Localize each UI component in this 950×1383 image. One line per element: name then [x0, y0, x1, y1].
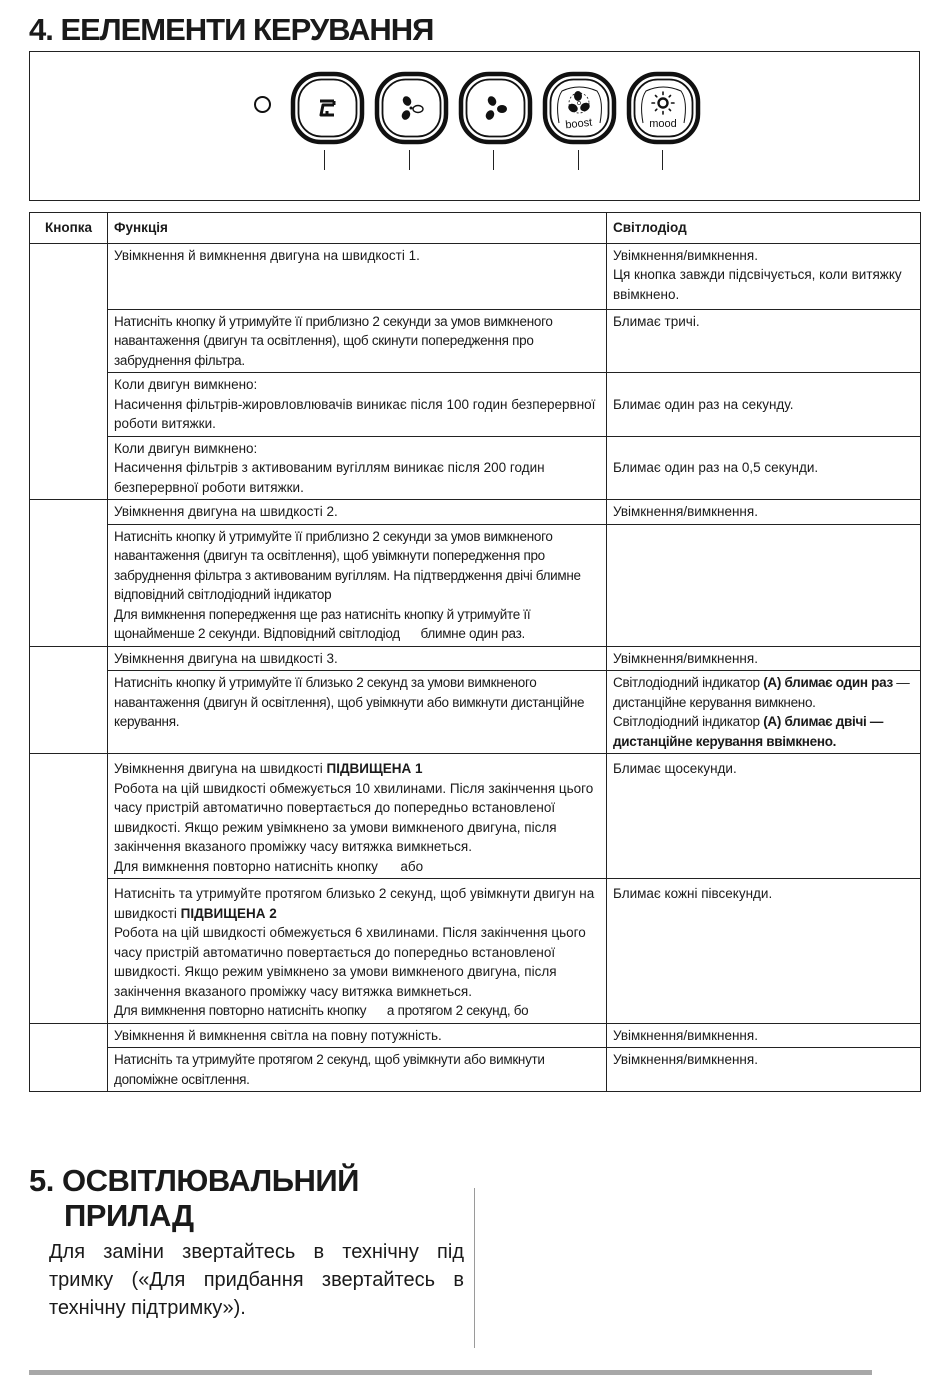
function-cell: Увімкнення двигуна на швидкості 3.: [108, 646, 607, 671]
function-cell: Натисніть та утримуйте протягом 2 секунд, щоб увімкнути або вимкнути допоміжне освітлення.: [108, 1048, 607, 1092]
table-row: [30, 1048, 921, 1092]
section-5-title-line-1: 5. ОСВІТЛЮВАЛЬНИЙ: [29, 1163, 359, 1198]
boost-label: boost: [564, 116, 593, 132]
speed-2-button: [458, 71, 533, 145]
mood-label: mood: [649, 118, 677, 130]
header-function: Функція: [108, 213, 607, 244]
led-cell: Блимає кожні півсекунди.: [607, 879, 921, 1024]
function-cell: [108, 524, 607, 646]
function-cell: [108, 754, 607, 879]
table-row: [30, 646, 921, 671]
led-text: Увімкнення/вимкнення.: [613, 247, 758, 263]
function-cell: Увімкнення двигуна на швидкості 2.: [108, 500, 607, 525]
function-cell: Увімкнення й вимкнення двигуна на швидкості 1.: [108, 243, 607, 309]
filter-button: [290, 71, 365, 145]
function-cell: Натисніть кнопку й утримуйте її близько 2 секунд за умови вимкненого навантаження (двигун й освітлення), щоб увімкнути або вимкнути дистанційне керування.: [108, 671, 607, 754]
function-text-bold: ПІДВИЩЕНА 2: [180, 905, 277, 921]
table-row: [30, 309, 921, 373]
column-divider: [474, 1188, 475, 1348]
led-cell: Увімкнення/вимкнення.: [607, 646, 921, 671]
led-cell: [607, 243, 921, 309]
callout-line: [662, 150, 663, 170]
led-text: Світлодіодний індикатор: [613, 714, 764, 729]
led-text: Світлодіодний індикатор: [613, 675, 764, 690]
table-row: [30, 436, 921, 500]
led-text: Ця кнопка завжди підсвічується, коли витяжку ввімкнено.: [613, 267, 902, 302]
table-row: [30, 524, 921, 646]
callout-line: [324, 150, 325, 170]
button-cell: [30, 646, 108, 754]
header-button: Кнопка: [30, 213, 108, 244]
led-cell: Увімкнення/вимкнення.: [607, 500, 921, 525]
led-text-bold: (А) блимає двічі — дистанційне керування ввімкнено.: [613, 714, 884, 749]
function-text: Робота на цій швидкості обмежується 10 хвилинами. Після закінчення цього часу пристрій автоматично повертається до попередньо встановленої швидкості. Якщо режим увімкнено за умови вимкненого двигуна, після закінчення вказаного проміжку часу витяжка вимкнеться.: [114, 780, 594, 854]
function-cell: Увімкнення й вимкнення світла на повну потужність.: [108, 1023, 607, 1048]
button-cell: [30, 243, 108, 500]
led-cell: Блимає один раз на 0,5 секунди.: [607, 436, 921, 500]
button-cell: [30, 754, 108, 1024]
header-led: Світлодіод: [607, 213, 921, 244]
led-cell: Увімкнення/вимкнення.: [607, 1048, 921, 1092]
table-row: [30, 1023, 921, 1048]
function-text: Робота на цій швидкості обмежується 6 хвилинами. Після закінчення цього часу пристрій автоматично повертається до попередньо встановленої швидкості. Якщо режим увімкнено за умови вимкненого двигуна, після закінчення вказаного проміжку часу витяжка вимкнеться.: [114, 925, 586, 999]
led-text-bold: (А) блимає один раз: [763, 675, 893, 690]
mood-button: [626, 71, 701, 145]
function-text: Насичення фільтрів з активованим вугіллям виникає після 200 годин безперервної роботи витяжки.: [114, 460, 545, 495]
section-5-title-line-2: ПРИЛАД: [64, 1198, 194, 1233]
button-cell: [30, 1023, 108, 1092]
section-5-text: Для заміни звертайтесь в технічну під тримку («Для придбання звертайтесь в технічну підтримку»).: [49, 1241, 464, 1319]
table-row: [30, 500, 921, 525]
light-mood-icon: [626, 71, 701, 145]
led-cell: [607, 671, 921, 754]
led-cell: Блимає щосекунди.: [607, 754, 921, 879]
callout-line: [493, 150, 494, 170]
led-indicator-a: [254, 96, 271, 113]
section-5-title: [29, 1163, 359, 1233]
fan-speed-1-icon: [374, 71, 449, 145]
function-text: Для вимкнення повторно натисніть кнопку а протягом 2 секунд, бо: [114, 1003, 529, 1018]
led-cell: [607, 524, 921, 646]
function-cell: Натисніть кнопку й утримуйте її приблизно 2 секунди за умов вимкненого навантаження (двигун та освітлення), щоб скинути попередження про забруднення фільтра.: [108, 309, 607, 373]
function-text: Для вимкнення повторно натисніть кнопку або: [114, 858, 424, 874]
led-text: — дистанційне керування вимкнено.: [613, 675, 910, 710]
fan-boost-icon: [542, 71, 617, 145]
function-cell: [108, 373, 607, 437]
table-header-row: [30, 213, 921, 244]
function-text: Насичення фільтрів-жировловлювачів виникає після 100 годин безперервної роботи витяжки.: [114, 396, 596, 431]
function-cell: [108, 879, 607, 1024]
table-row: [30, 373, 921, 437]
footer-bar: [29, 1370, 872, 1375]
controls-table: [29, 212, 921, 1092]
table-row: [30, 671, 921, 754]
led-cell: Увімкнення/вимкнення.: [607, 1023, 921, 1048]
function-text-bold: ПІДВИЩЕНА 1: [326, 761, 423, 776]
callout-line: [578, 150, 579, 170]
function-text: Натисніть кнопку й утримуйте її приблизно 2 секунди за умов вимкненого навантаження (двигун та освітлення), щоб увімкнути попередження про забруднення фільтра з активованим вугіллям. На підтвердження двічі блимне відповідний світлодіодний індикатор: [114, 528, 581, 602]
table-row: [30, 754, 921, 879]
function-text: Коли двигун вимкнено:: [114, 377, 258, 392]
function-text: Увімкнення двигуна на швидкості: [114, 761, 327, 776]
function-text: Натисніть та утримуйте протягом близько 2 секунд, щоб увімкнути двигун на швидкості: [114, 886, 595, 921]
table-row: [30, 879, 921, 1024]
boost-button: [542, 71, 617, 145]
callout-line: [409, 150, 410, 170]
function-text: Коли двигун вимкнено:: [114, 440, 258, 456]
fan-speed-2-icon: [458, 71, 533, 145]
function-text: Для вимкнення попередження ще раз натисніть кнопку й утримуйте її щонайменше 2 секунди. Відповідний світлодіод блимне один раз.: [114, 606, 534, 641]
led-cell: Блимає тричі.: [607, 309, 921, 373]
filter-reset-icon: [290, 71, 365, 145]
table-row: [30, 243, 921, 309]
function-cell: [108, 436, 607, 500]
led-cell: Блимає один раз на секунду.: [607, 373, 921, 437]
button-cell: [30, 500, 108, 647]
speed-1-button: [374, 71, 449, 145]
section-4-title: 4. ЕЕЛЕМЕНТИ КЕРУВАННЯ: [29, 12, 434, 47]
